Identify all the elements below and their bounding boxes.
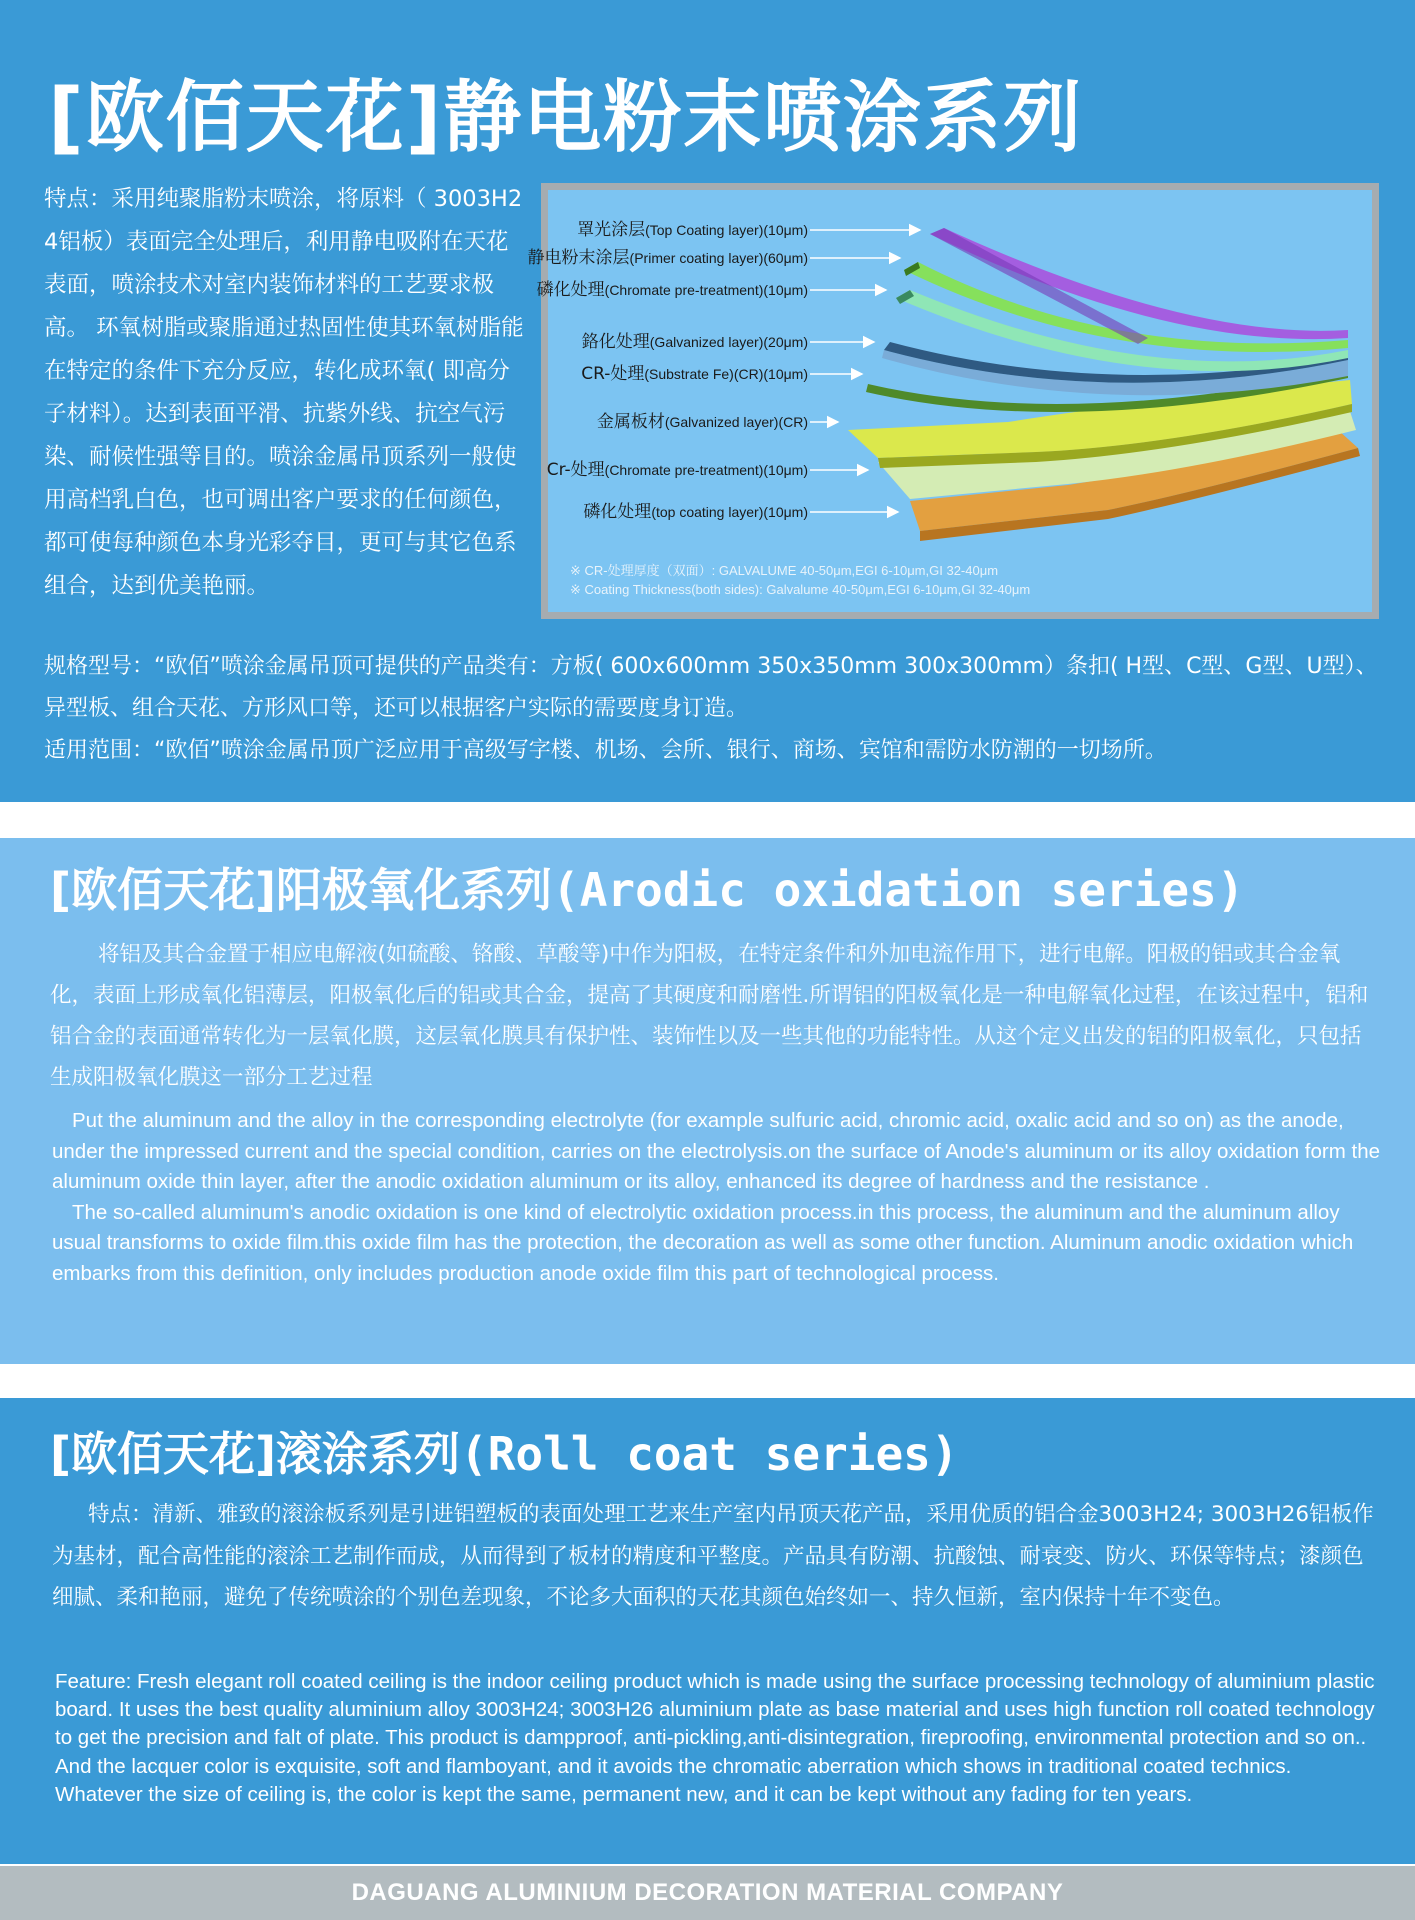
layer-en: (Galvanized layer)(20μm) bbox=[649, 334, 808, 350]
powder-coating-intro: 特点：采用纯聚脂粉末喷涂，将原料（ 3003H24铝板）表面完全处理后，利用静电吸附在天花表面，喷涂技术对室内装饰材料的工艺要求极高。 环氧树脂或聚脂通过热固性使其环氧树脂能在特定的条件下充分反应，转化成环氧( 即高分子材料）。达到表面平滑、抗紫外线、抗空气污染、耐候性强等目的。喷涂金属吊顶系列一般使用高档乳白色，也可调出客户要求的任何颜色，都可使每种颜色本身光彩夺目，更可与其它色系组合，达到优美艳丽。 bbox=[44, 186, 524, 599]
powder-coating-spec: 规格型号：“欧佰”喷涂金属吊顶可提供的产品类有：方板( 600x600mm 350x350mm 300x300mm）条扣( H型、C型、G型、U型）、异型板、组合天花、方形风口等，还可以根据客户实际的需要度身订造。 bbox=[44, 654, 1378, 721]
anodic-title-en: (Arodic oxidation series) bbox=[552, 863, 1245, 917]
layer-zh: Cr-处理 bbox=[546, 460, 605, 480]
layer-zh: 罩光涂层 bbox=[577, 220, 646, 240]
layer-label-cr-substrate bbox=[581, 363, 808, 385]
layer-zh: 磷化处理 bbox=[583, 502, 652, 522]
diagram-note-cn: ※ CR-处理厚度（双面）: GALVALUME 40-50μm,EGI 6-10μm,GI 32-40μm bbox=[570, 563, 999, 578]
powder-coating-scope: 适用范围：“欧佰”喷涂金属吊顶广泛应用于高级写字楼、机场、会所、银行、商场、宾馆和需防水防潮的一切场所。 bbox=[44, 738, 1167, 763]
roll-coat-description-zh: 特点：清新、雅致的滚涂板系列是引进铝塑板的表面处理工艺来生产室内吊顶天花产品，采用优质的铝合金3003H24; 3003H26铝板作为基材，配合高性能的滚涂工艺制作而成，从而得到了板材的精度和平整度。产品具有防潮、抗酸蚀、耐衰变、防火、环保等特点；漆颜色细腻、柔和艳丽，避免了传统喷涂的个别色差现象，不论多大面积的天花其颜色始终如一、持久恒新，室内保持十年不变色。 bbox=[52, 1502, 1374, 1610]
layer-label-bottom-phosphate bbox=[583, 501, 808, 523]
anodic-oxidation-section bbox=[0, 838, 1415, 1364]
coating-layers-diagram bbox=[527, 183, 1379, 619]
layer-en: (Primer coating layer)(60μm) bbox=[629, 250, 808, 266]
company-footer bbox=[0, 1866, 1415, 1920]
roll-coat-title-zh: [欧佰天花]滚涂系列 bbox=[50, 1427, 461, 1481]
anodic-oxidation-title bbox=[50, 860, 1244, 920]
anodic-description-zh: 将铝及其合金置于相应电解液(如硫酸、铬酸、草酸等)中作为阳极，在特定条件和外加电流作用下，进行电解。阳极的铝或其合金氧化，表面上形成氧化铝薄层，阳极氧化后的铝或其合金，提高了其硬度和耐磨性.所谓铝的阳极氧化是一种电解氧化过程，在该过程中，铝和铝合金的表面通常转化为一层氧化膜，这层氧化膜具有保护性、装饰性以及一些其他的功能特性。从这个定义出发的铝的阳极氧化，只包括生成阳极氧化膜这一部分工艺过程 bbox=[50, 942, 1369, 1090]
anodic-description-en bbox=[52, 1106, 1382, 1289]
layer-zh: 磷化处理 bbox=[536, 280, 605, 300]
anodic-en-paragraph-2: The so-called aluminum's anodic oxidation is one kind of electrolytic oxidation process.in this process, the aluminum and the aluminum alloy usual transforms to oxide film.this oxide film has the protection, the decoration as well as some other function. Aluminum anodic oxidation which embarks from this definition, only includes production anode oxide film this part of technological process. bbox=[52, 1200, 1354, 1285]
layer-label-primer bbox=[528, 247, 808, 269]
layer-zh: 静电粉末涂层 bbox=[527, 248, 630, 268]
layer-label-cr-treatment bbox=[547, 459, 808, 481]
layer-en: (Galvanized layer)(CR) bbox=[664, 414, 808, 430]
layer-label-top-coating bbox=[577, 219, 808, 241]
anodic-en-paragraph-1: Put the aluminum and the alloy in the corresponding electrolyte (for example sulfuric acid, chromic acid, oxalic acid and so on) as the anode, under the impressed current and the special condition, carries on the electrolysis.on the surface of Anode's aluminum or its alloy oxidation form the aluminum oxide thin layer, after the anodic oxidation aluminum or its alloy, enhanced its degree of hardness and the resistance . bbox=[52, 1109, 1381, 1193]
roll-coat-description-en: Feature: Fresh elegant roll coated ceiling is the indoor ceiling product which is made using the surface processing technology of aluminium plastic board. It uses the best quality aluminium alloy 3003H24; 3003H26 aluminium plate as base material and uses high function roll coated technology to get the precision and falt of plate. This product is dampproof, anti-pickling,anti-disintegration, fireproofing, environmental protection and so on.. And the lacquer color is exquisite, soft and flamboyant, and it avoids the chromatic aberration which shows in traditional coated technics. Whatever the size of ceiling is, the color is kept the same, permanent new, and it can be kept without any fading for ten years. bbox=[55, 1670, 1375, 1806]
roll-coat-section bbox=[0, 1398, 1415, 1864]
powder-coating-section bbox=[0, 0, 1415, 802]
layer-zh: 鉻化处理 bbox=[581, 332, 650, 352]
layer-label-metal-sheet bbox=[597, 411, 808, 433]
layer-zh: 金属板材 bbox=[596, 412, 665, 432]
layer-en: (Chromate pre-treatment)(10μm) bbox=[604, 282, 808, 298]
company-name: DAGUANG ALUMINIUM DECORATION MATERIAL COMPANY bbox=[351, 1879, 1064, 1906]
layer-en: (Top Coating layer)(10μm) bbox=[645, 222, 808, 238]
diagram-note-en: ※ Coating Thickness(both sides): Galvalume 40-50μm,EGI 6-10μm,GI 32-40μm bbox=[570, 582, 1031, 597]
layer-label-chromizing bbox=[582, 331, 808, 353]
powder-coating-title: [欧佰天花]静电粉末喷涂系列 bbox=[48, 73, 1084, 163]
layer-en: (Substrate Fe)(CR)(10μm) bbox=[644, 366, 808, 382]
roll-coat-title bbox=[50, 1424, 959, 1484]
layer-label-phosphating bbox=[537, 279, 808, 301]
roll-coat-title-en: (Roll coat series) bbox=[460, 1427, 959, 1481]
layer-en: (top coating layer)(10μm) bbox=[651, 504, 808, 520]
layer-en: (Chromate pre-treatment)(10μm) bbox=[604, 462, 808, 478]
layer-zh: CR-处理 bbox=[581, 364, 645, 384]
anodic-title-zh: [欧佰天花]阳极氧化系列 bbox=[50, 863, 553, 917]
